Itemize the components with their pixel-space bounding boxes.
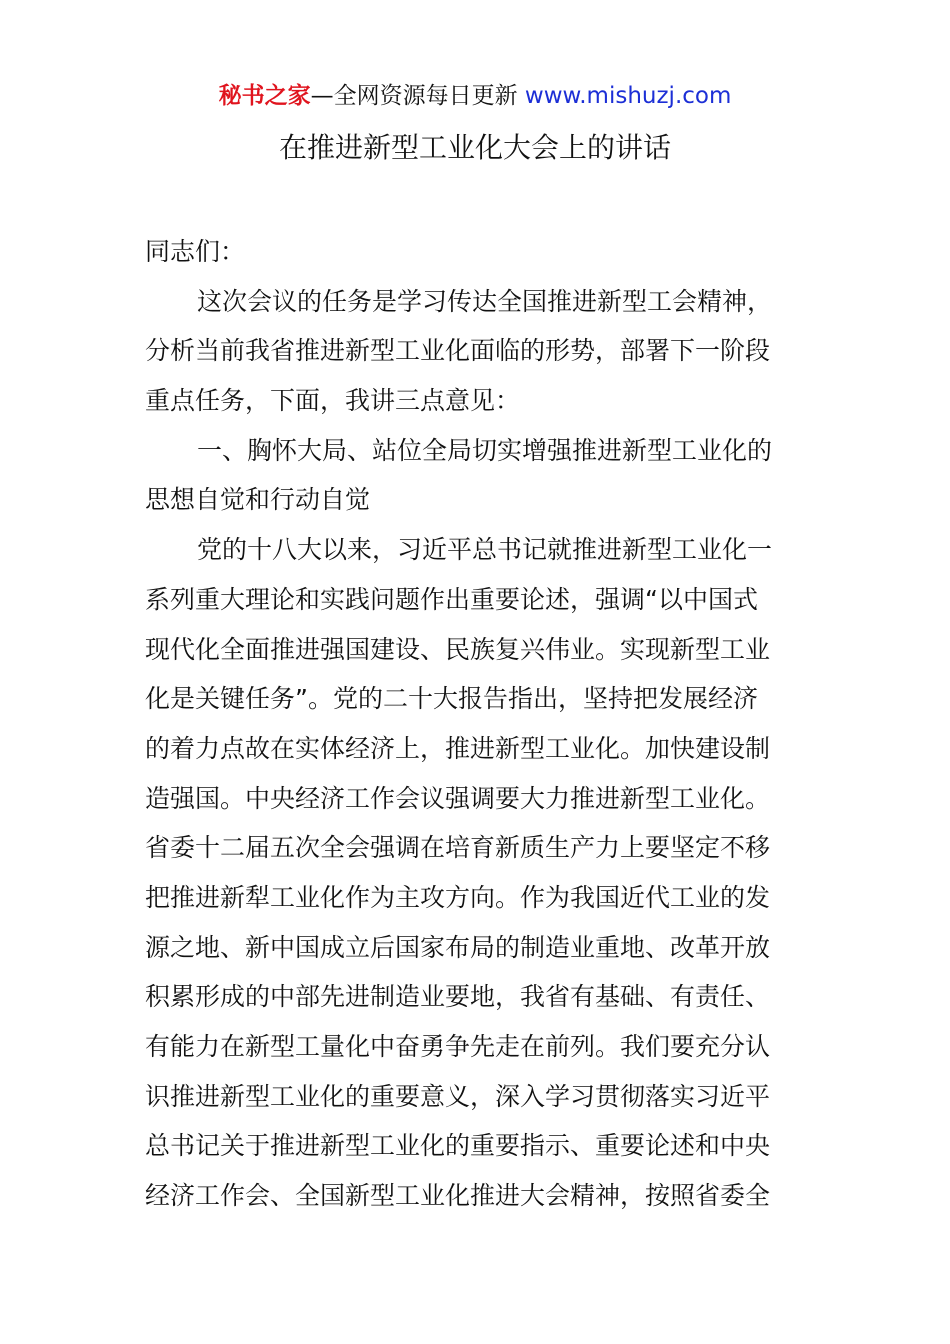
paragraph-line: 总书记关于推进新型工业化的重要指示、重要论述和中央 [145, 1131, 771, 1161]
paragraph-line: 分析当前我省推进新型工业化面临的形势，部署下一阶段 [145, 336, 771, 366]
paragraph-line: 系列重大理论和实践问题作出重要论述，强调“以中国式 [145, 584, 758, 614]
paragraph-line: 经济工作会、全国新型工业化推进大会精神，按照省委全 [145, 1181, 771, 1211]
document-title: 在推进新型工业化大会上的讲话 [278, 131, 671, 164]
paragraph-line: 有能力在新型工量化中奋勇争先走在前列。我们要充分认 [145, 1032, 771, 1061]
site-header [0, 80, 950, 112]
paragraph-line: 的着力点故在实体经济上，推进新型工业化。加快建设制 [145, 733, 771, 763]
paragraph-line: 积累形成的中部先进制造业要地，我省有基础、有责任、 [145, 982, 771, 1012]
site-url-link[interactable]: www.mishuzj.com [524, 83, 732, 109]
brand-name: 秘书之家 [218, 83, 311, 109]
paragraph-line: 党的十八大以来，习近平总书记就推进新型工业化一 [197, 535, 773, 565]
paragraph-line: 造强国。中央经济工作会议强调要大力推进新型工业化。 [145, 783, 771, 813]
section-heading-line: 思想自觉和行动自觉 [145, 485, 371, 515]
paragraph-line: 源之地、新中国成立后国家布局的制造业重地、改革开放 [145, 932, 771, 962]
paragraph-line: 现代化全面推进强国建设、民族复兴伟业。实现新型工业 [145, 634, 771, 664]
paragraph-line: 化是关键任务”。党的二十大报告指出，坚持把发展经济 [145, 684, 758, 714]
section-heading-line: 一、胸怀大局、站位全局切实增强推进新型工业化的 [197, 435, 773, 465]
document-body [145, 227, 807, 1221]
salutation: 同志们： [145, 237, 246, 266]
paragraph-line: 识推进新型工业化的重要意义，深入学习贯彻落实习近平 [145, 1081, 771, 1111]
paragraph-line: 省委十二届五次全会强调在培育新质生产力上要坚定不移 [145, 833, 771, 863]
paragraph-line: 重点任务，下面，我讲三点意见： [145, 386, 521, 416]
paragraph-line: 这次会议的任务是学习传达全国推进新型工会精神， [197, 286, 773, 316]
header-tagline: —全网资源每日更新 [310, 83, 518, 109]
paragraph-line: 把推进新犁工业化作为主攻方向。作为我国近代工业的发 [145, 882, 771, 912]
